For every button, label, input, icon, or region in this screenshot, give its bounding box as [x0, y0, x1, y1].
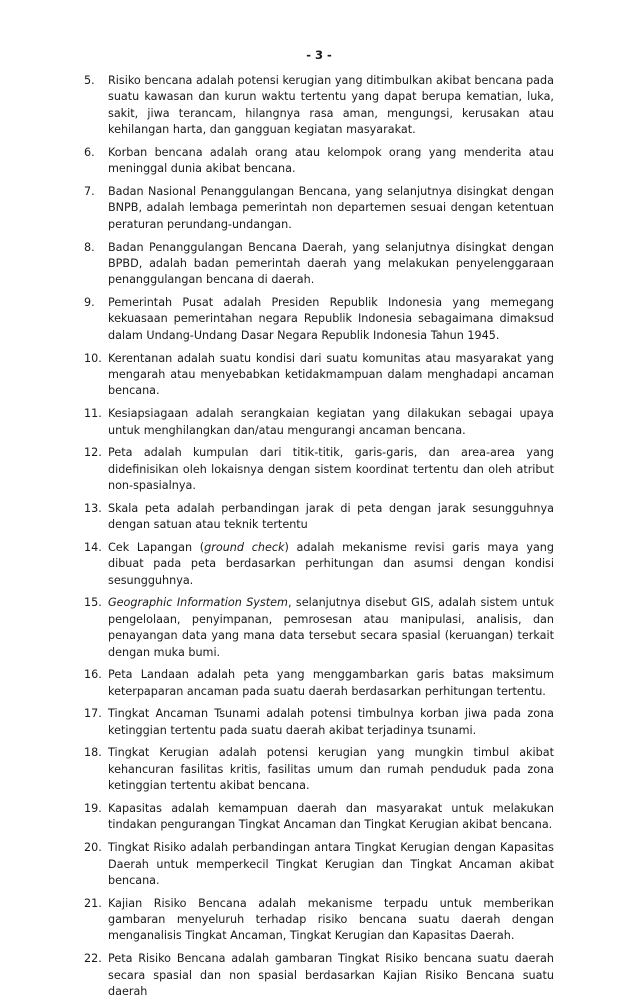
item-text: Badan Penanggulangan Bencana Daerah, yang selanjutnya disingkat dengan BPBD, adalah badan pemerintah daerah yang melakukan penyelenggaraan penanggulangan bencana di daerah. [108, 240, 554, 287]
item-text: Peta adalah kumpulan dari titik-titik, garis-garis, dan area-area yang didefinisikan oleh lokaisnya dengan sistem koordinat tertentu dan oleh atribut non-spasialnya. [108, 446, 554, 493]
item-text: Tingkat Ancaman Tsunami adalah potensi timbulnya korban jiwa pada zona ketinggian tertentu pada suatu daerah akibat terjadinya tsunami. [108, 707, 554, 737]
list-item [84, 295, 554, 344]
item-number: 8. [84, 240, 95, 254]
item-text: Kerentanan adalah suatu kondisi dari suatu komunitas atau masyarakat yang mengarah atau menyebabkan ketidakmampuan dalam menghadapi ancaman bencana. [108, 351, 554, 398]
item-text: Pemerintah Pusat adalah Presiden Republik Indonesia yang memegang kekuasaan pemerintahan negara Republik Indonesia sebagaimana dimaksud dalam Undang-Undang Dasar Negara Republik Indonesia Tahun 1945. [108, 296, 554, 342]
item-number: 6. [84, 145, 95, 159]
list-item [84, 540, 554, 589]
item-number: 15. [84, 596, 102, 610]
item-number: 13. [84, 501, 102, 515]
item-text: Tingkat Risiko adalah perbandingan antara Tingkat Kerugian dengan Kapasitas Daerah untuk memperkecil Tingkat Kerugian dan Tingkat Ancaman akibat bencana. [108, 841, 554, 887]
list-item [84, 240, 554, 289]
item-number: 19. [84, 802, 102, 815]
item-number: 14. [84, 540, 102, 554]
list-item [84, 73, 554, 139]
list-item [84, 406, 554, 439]
list-item [84, 951, 554, 1000]
item-number: 20. [84, 841, 102, 855]
list-item [84, 184, 554, 233]
item-text-post: ) adalah mekanisme revisi garis maya yang dibuat pada peta berdasarkan perhitungan dan asumsi dengan kondisi sesungguhnya. [108, 540, 554, 587]
item-text: Skala peta adalah perbandingan jarak di peta dengan jarak sesungguhnya dengan satuan atau teknik tertentu [108, 501, 554, 532]
list-item [84, 595, 554, 661]
definition-list [84, 73, 554, 1007]
item-number: 5. [84, 74, 95, 87]
item-text: Risiko bencana adalah potensi kerugian yang ditimbulkan akibat bencana pada suatu kawasan dan kurun waktu tertentu yang dapat berupa kematian, luka, sakit, jiwa terancam, hilangnya rasa aman, mengungsi, kerusakan atau kehilangan harta, dan gangguan kegiatan masyarakat. [108, 74, 554, 137]
item-text-emphasis: Geographic Information System [108, 596, 288, 610]
item-number: 21. [84, 896, 102, 910]
item-number: 9. [84, 296, 95, 310]
list-item [84, 801, 554, 834]
item-text: Peta Risiko Bencana adalah gambaran Tingkat Risiko bencana suatu daerah secara spasial dan non spasial berdasarkan Kajian Risiko Bencana suatu daerah [108, 952, 554, 998]
list-item [84, 896, 554, 945]
list-item [84, 745, 554, 794]
item-number: 18. [84, 746, 102, 760]
item-text-emphasis: ground check [204, 540, 285, 554]
item-text-pre: Cek Lapangan ( [108, 540, 205, 554]
item-text: Peta Landaan adalah peta yang menggambarkan garis batas maksimum keterpaparan ancaman pada suatu daerah berdasarkan perhitungan tertentu. [108, 668, 554, 698]
item-text: Kesiapsiagaan adalah serangkaian kegiatan yang dilakukan sebagai upaya untuk menghilangkan dan/atau mengurangi ancaman bencana. [108, 407, 554, 437]
item-number: 11. [84, 407, 102, 421]
list-item [84, 145, 554, 178]
item-number: 22. [84, 952, 102, 966]
item-number: 12. [84, 446, 102, 460]
page-number: - 3 - [306, 48, 332, 62]
item-text: Badan Nasional Penanggulangan Bencana, yang selanjutnya disingkat dengan BNPB, adalah lembaga pemerintah non departemen sesuai dengan ketentuan peraturan perundang-undangan. [108, 185, 554, 231]
item-number: 7. [84, 185, 95, 199]
item-text: Kajian Risiko Bencana adalah mekanisme terpadu untuk memberikan gambaran menyeluruh terhadap risiko bencana suatu daerah dengan menganalisis Tingkat Ancaman, Tingkat Kerugian dan Kapasitas Daerah. [108, 896, 554, 943]
list-item [84, 667, 554, 700]
item-text: Kapasitas adalah kemampuan daerah dan masyarakat untuk melakukan tindakan pengurangan Tingkat Ancaman dan Tingkat Kerugian akibat bencana. [108, 802, 554, 832]
list-item [84, 840, 554, 889]
item-text: Korban bencana adalah orang atau kelompok orang yang menderita atau meninggal dunia akibat bencana. [108, 145, 554, 176]
item-text-post: , selanjutnya disebut GIS, adalah sistem untuk pengelolaan, penyimpanan, pemrosesan atau manipulasi, analisis, dan penayangan data yang mana data tersebut secara spasial (keruangan) terkait dengan muka bumi. [108, 596, 555, 659]
item-number: 16. [84, 668, 102, 682]
list-item [84, 351, 554, 400]
item-text: Tingkat Kerugian adalah potensi kerugian yang mungkin timbul akibat kehancuran fasilitas kritis, fasilitas umum dan rumah penduduk pada zona ketinggian tertentu akibat bencana. [108, 746, 554, 793]
list-item [84, 501, 554, 534]
item-number: 17. [84, 707, 102, 721]
list-item [84, 445, 554, 494]
list-item [84, 706, 554, 739]
item-number: 10. [84, 351, 102, 365]
